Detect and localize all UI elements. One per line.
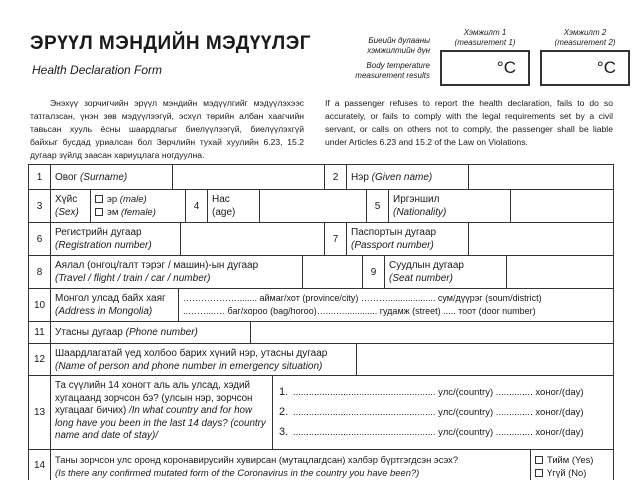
row-number: 14 (29, 450, 51, 480)
row-number: 13 (29, 376, 51, 449)
surname-label: Овог (Surname) (51, 165, 173, 189)
travel-history-question: Та сүүлийн 14 хоногт аль аль улсад, хэдий хугацаанд зорчсон бэ? (улсын нэр, зорчсон хугацааг бичих) /In what country and for how long have you been in the last 14 days? (country name and date of stay)/ (51, 376, 273, 449)
passport-label: Паспортын дугаар (Passport number) (347, 223, 469, 255)
registration-label: Регистрийн дугаар (Registration number) (51, 223, 181, 255)
sex-options (91, 190, 186, 222)
no-checkbox[interactable] (535, 469, 543, 477)
sex-label: Хүйс (Sex) (51, 190, 91, 222)
travel-history-entries (273, 376, 613, 449)
nationality-label: Иргэншил (Nationality) (389, 190, 511, 222)
celsius-unit: °C (596, 58, 616, 77)
address-label: Монгол улсад байх хаяг (Address in Mongolia) (51, 289, 179, 321)
female-checkbox[interactable] (95, 208, 103, 216)
row-number: 8 (29, 256, 51, 288)
form-row-address (28, 289, 614, 322)
age-label: Нас (age) (208, 190, 260, 222)
emergency-field[interactable] (357, 344, 613, 375)
passport-field[interactable] (469, 223, 613, 255)
measurement-2-head: Хэмжилт 2 (measurement 2) (554, 28, 616, 47)
row-number: 2 (325, 165, 347, 189)
temp-label-en: Body temperature measurement results (355, 61, 430, 80)
trip-entry[interactable]: 1. ...................................................... улс/(country) .............. хоног/(day) (279, 386, 584, 398)
form-row-travel-history (28, 376, 614, 450)
row-number: 7 (325, 223, 347, 255)
no-option[interactable]: Үгүй (No) (535, 466, 609, 479)
travel-label: Аялал (онгоц/галт тэрэг / машин)-ын дугаар (Travel / flight / train / car / number) (51, 256, 303, 288)
nationality-field[interactable] (511, 190, 613, 222)
emergency-label: Шаардлагатай үед холбоо барих хүний нэр, утасны дугаар (Name of person and phone number in emergency situation) (51, 344, 357, 375)
form-subtitle: Health Declaration Form (32, 63, 163, 77)
registration-field[interactable] (181, 223, 325, 255)
row-number: 4 (186, 190, 208, 222)
mutation-question: Таны зорчсон улс оронд коронавирусийн хувирсан (мутацлагдсан) хэлбэр бүртгэгдсэн эсэх? (Is there any confirmed mutated form of the Coronavirus in the country you have been?) (51, 450, 531, 480)
form-row-emergency (28, 344, 614, 376)
intro-mongolian: Энэхүү зорчигчийн эрүүл мэндийн мэдүүлгийг мэдүүлэхээс татгалзсан, үнэн зөв мэдүүлээгүй, эсхүл төрийн албан хаагчийн тавьсан хууль ёсны шаардлагыг биелүүлээгүй, биелүүлэхгүй байхыг бусдад уриалсан бол Зөрчлийн тухай хуулийн 6.23, 15.2 дугаар зүйлд заасан хариуцлага ногдуулна. (30, 98, 304, 160)
female-option[interactable]: эм (female) (95, 206, 181, 219)
measurement-2-box[interactable] (540, 50, 630, 86)
intro-english: If a passenger refuses to report the health declaration, fails to do so accurately, or fails to comply with the legal requirements set by a civil servant, or calls on others not to comply, the passenger shall be liable under Articles 6.23 and 15.2 of the Law on Violations. (325, 98, 613, 147)
form-title: ЭРҮҮЛ МЭНДИЙН МЭДҮҮЛЭГ (30, 33, 312, 54)
given-name-label: Нэр (Given name) (347, 165, 469, 189)
celsius-unit: °C (496, 58, 516, 77)
row-number: 5 (367, 190, 389, 222)
seat-field[interactable] (507, 256, 613, 288)
measurement-1-head: Хэмжилт 1 (measurement 1) (454, 28, 516, 47)
form-row-phone (28, 322, 614, 344)
given-name-field[interactable] (469, 165, 613, 189)
row-number: 11 (29, 322, 51, 343)
seat-label: Суудлын дугаар (Seat number) (385, 256, 507, 288)
row-number: 12 (29, 344, 51, 375)
temp-label-mn: Биеийн дулааны хэмжилтийн дүн (367, 36, 430, 55)
address-field[interactable]: ………………........ аймаг/хот (province/city) ………................... сум/дүүрэг (soum/district) ..……....… баг/хороо (bag/horoo)…....…............. гудамж (street) ..... тоот (door number) (183, 293, 542, 316)
row-number: 3 (29, 190, 51, 222)
phone-label: Утасны дугаар (Phone number) (51, 322, 251, 343)
male-option[interactable]: эр (male) (95, 193, 181, 206)
form-row-mutation (28, 450, 614, 480)
declaration-form (28, 164, 614, 480)
row-number: 1 (29, 165, 51, 189)
row-number: 9 (363, 256, 385, 288)
male-checkbox[interactable] (95, 195, 103, 203)
measurement-1-box[interactable] (440, 50, 530, 86)
mutation-options (531, 450, 613, 480)
form-row-travel-seat (28, 256, 614, 289)
surname-field[interactable] (173, 165, 325, 189)
travel-field[interactable] (303, 256, 363, 288)
yes-checkbox[interactable] (535, 456, 543, 464)
row-number: 10 (29, 289, 51, 321)
phone-field[interactable] (251, 322, 613, 343)
trip-entry[interactable]: 2. ...................................................... улс/(country) .............. хоног/(day) (279, 406, 584, 418)
yes-option[interactable]: Тийм (Yes) (535, 453, 609, 466)
trip-entry[interactable]: 3. ...................................................... улс/(country) .............. хоног/(day) (279, 426, 584, 438)
row-number: 6 (29, 223, 51, 255)
form-row-registration-passport (28, 223, 614, 256)
age-field[interactable] (260, 190, 367, 222)
form-row-sex-age-nationality (28, 190, 614, 223)
form-row-name (28, 165, 614, 190)
